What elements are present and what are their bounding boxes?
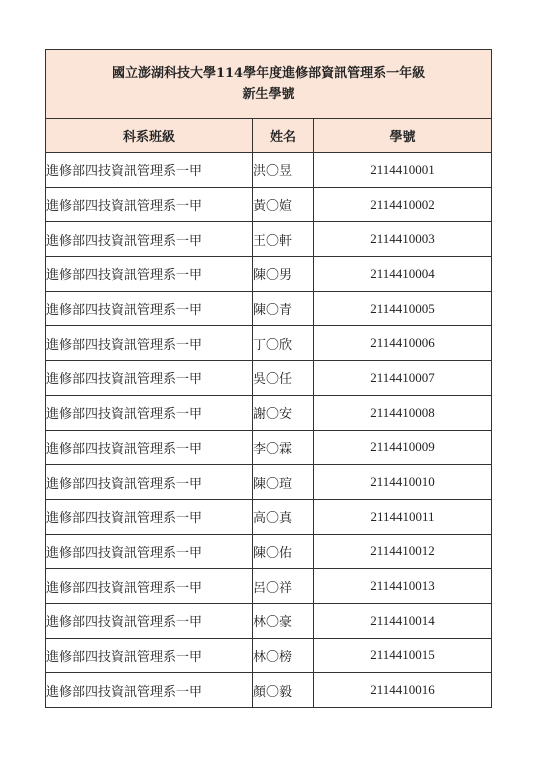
student-id-cell: 2114410011	[314, 499, 492, 534]
class-cell: 進修部四技資訊管理系一甲	[46, 499, 253, 534]
class-cell: 進修部四技資訊管理系一甲	[46, 222, 253, 257]
table-row	[46, 465, 492, 500]
table-row	[46, 326, 492, 361]
column-header-class: 科系班級	[46, 119, 253, 153]
student-id-table	[45, 49, 492, 708]
table-row	[46, 291, 492, 326]
name-cell: 顏〇毅	[253, 673, 314, 708]
title-line-2: 新生學號	[242, 87, 295, 102]
table-row	[46, 673, 492, 708]
student-id-cell: 2114410005	[314, 291, 492, 326]
column-header-name: 姓名	[253, 119, 314, 153]
student-id-cell: 2114410003	[314, 222, 492, 257]
class-cell: 進修部四技資訊管理系一甲	[46, 257, 253, 292]
class-cell: 進修部四技資訊管理系一甲	[46, 395, 253, 430]
class-cell: 進修部四技資訊管理系一甲	[46, 638, 253, 673]
table-body	[46, 153, 492, 708]
student-id-cell: 2114410004	[314, 257, 492, 292]
class-cell: 進修部四技資訊管理系一甲	[46, 326, 253, 361]
class-cell: 進修部四技資訊管理系一甲	[46, 534, 253, 569]
table-row	[46, 638, 492, 673]
student-id-cell: 2114410015	[314, 638, 492, 673]
student-id-cell: 2114410006	[314, 326, 492, 361]
class-cell: 進修部四技資訊管理系一甲	[46, 569, 253, 604]
name-cell: 陳〇瑄	[253, 465, 314, 500]
student-id-cell: 2114410009	[314, 430, 492, 465]
student-id-cell: 2114410014	[314, 603, 492, 638]
class-cell: 進修部四技資訊管理系一甲	[46, 291, 253, 326]
table-row	[46, 257, 492, 292]
table-row	[46, 222, 492, 257]
name-cell: 丁〇欣	[253, 326, 314, 361]
table-row	[46, 153, 492, 188]
title-line-1: 國立澎湖科技大學114學年度進修部資訊管理系一年級	[111, 66, 426, 81]
student-id-cell: 2114410010	[314, 465, 492, 500]
student-id-cell: 2114410012	[314, 534, 492, 569]
table-row	[46, 187, 492, 222]
column-header-student-id: 學號	[314, 119, 492, 153]
name-cell: 林〇榜	[253, 638, 314, 673]
name-cell: 洪〇昱	[253, 153, 314, 188]
class-cell: 進修部四技資訊管理系一甲	[46, 673, 253, 708]
name-cell: 李〇霖	[253, 430, 314, 465]
student-id-cell: 2114410016	[314, 673, 492, 708]
header-row	[46, 119, 492, 153]
class-cell: 進修部四技資訊管理系一甲	[46, 187, 253, 222]
table-row	[46, 361, 492, 396]
name-cell: 陳〇男	[253, 257, 314, 292]
table-row	[46, 569, 492, 604]
table-row	[46, 499, 492, 534]
name-cell: 陳〇青	[253, 291, 314, 326]
table-row	[46, 395, 492, 430]
name-cell: 吳〇任	[253, 361, 314, 396]
student-id-cell: 2114410013	[314, 569, 492, 604]
name-cell: 呂〇祥	[253, 569, 314, 604]
student-id-cell: 2114410001	[314, 153, 492, 188]
name-cell: 黃〇媗	[253, 187, 314, 222]
class-cell: 進修部四技資訊管理系一甲	[46, 153, 253, 188]
class-cell: 進修部四技資訊管理系一甲	[46, 430, 253, 465]
name-cell: 高〇真	[253, 499, 314, 534]
class-cell: 進修部四技資訊管理系一甲	[46, 465, 253, 500]
title-row	[46, 50, 492, 119]
table-row	[46, 534, 492, 569]
table-row	[46, 603, 492, 638]
name-cell: 王〇軒	[253, 222, 314, 257]
student-id-cell: 2114410008	[314, 395, 492, 430]
name-cell: 謝〇安	[253, 395, 314, 430]
table-row	[46, 430, 492, 465]
class-cell: 進修部四技資訊管理系一甲	[46, 361, 253, 396]
table-title	[46, 50, 492, 119]
name-cell: 林〇豪	[253, 603, 314, 638]
student-id-cell: 2114410002	[314, 187, 492, 222]
class-cell: 進修部四技資訊管理系一甲	[46, 603, 253, 638]
student-id-cell: 2114410007	[314, 361, 492, 396]
name-cell: 陳〇佑	[253, 534, 314, 569]
